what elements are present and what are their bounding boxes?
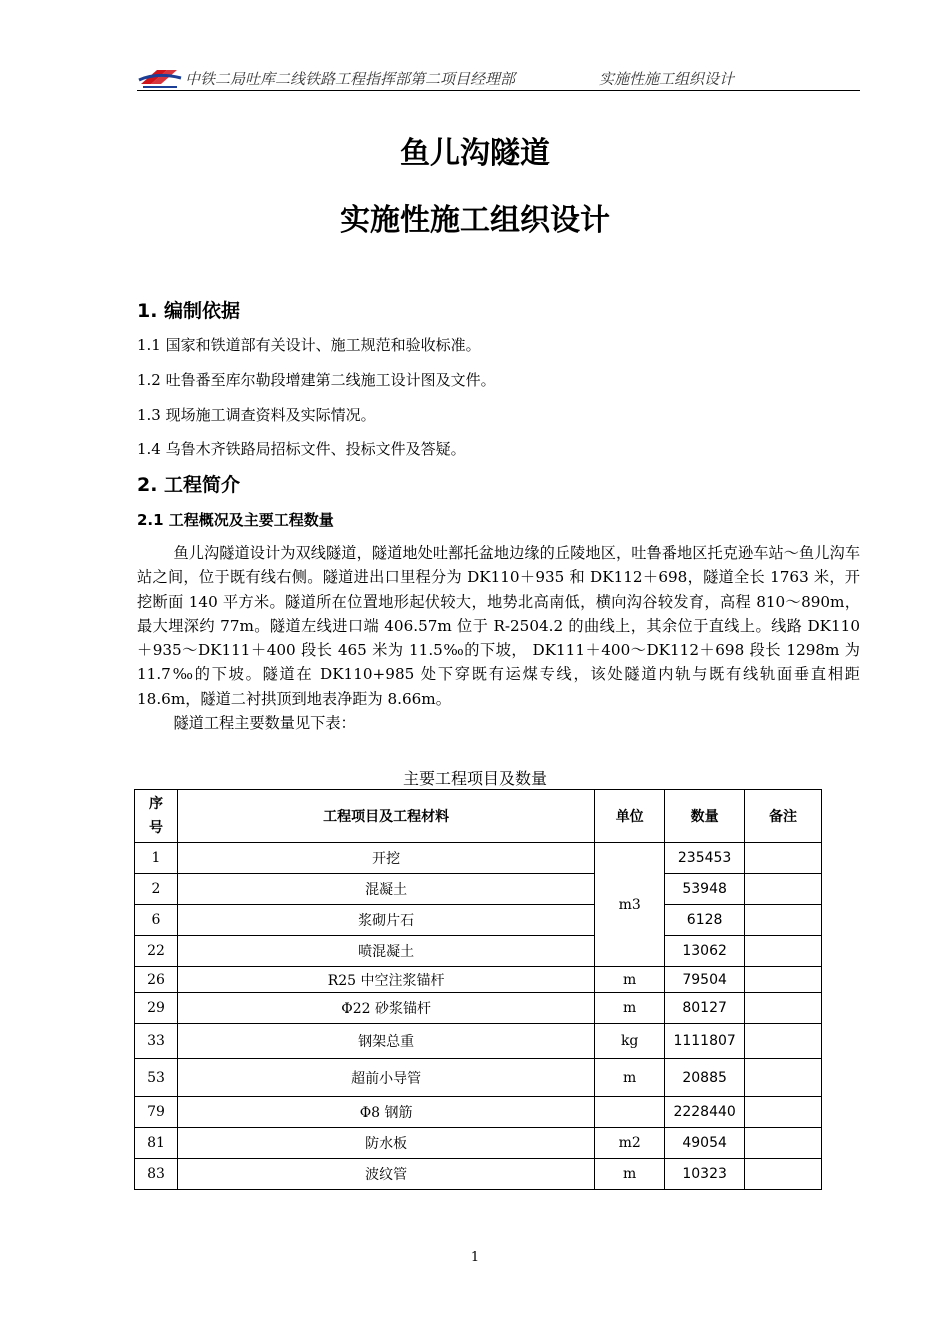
section-2-1-heading: 2.1 工程概况及主要工程数量 <box>137 511 334 529</box>
page-number: 1 <box>470 1250 480 1265</box>
row-item: 钢架总重 <box>177 1024 594 1059</box>
row-item: Φ22 砂浆锚杆 <box>177 993 594 1024</box>
overview-paragraph: 鱼儿沟隧道设计为双线隧道，隧道地处吐鄯托盆地边缘的丘陵地区，吐鲁番地区托克逊车站～鱼儿沟车站之间，位于既有线右侧。隧道进出口里程分为 DK110＋935 和 DK112＋698，隧道全长 1763 米，开挖断面 140 平方米。隧道所在位置地形起伏较大，地势北高南低，横向沟谷较发育，高程 810～890m，最大埋深约 77m。隧道左线进口端 406.57m 位于 R-2504.2 的曲线上，其余位于直线上。线路 DK110＋935～DK111＋400 段长 465 米为 11.5‰的下坡， DK111＋400～DK112＋698 段长 1298m 为 11.7‰的下坡。隧道在 DK110+985 处下穿既有运煤专线，该处隧道内轨与既有线轨面垂直相距 18.6m，隧道二衬拱顶到地表净距为 8.66m。 <box>137 544 860 708</box>
row-item: 防水板 <box>177 1128 594 1159</box>
row-qty: 20885 <box>665 1059 745 1097</box>
row-item: 喷混凝土 <box>177 936 594 967</box>
row-seq: 2 <box>135 874 178 905</box>
row-item: Φ8 钢筋 <box>177 1097 594 1128</box>
table-row <box>135 843 822 874</box>
row-note <box>745 905 822 936</box>
row-note <box>745 1059 822 1097</box>
row-item: R25 中空注浆锚杆 <box>177 967 594 993</box>
row-note <box>745 936 822 967</box>
row-item: 浆砌片石 <box>177 905 594 936</box>
row-qty: 1111807 <box>665 1024 745 1059</box>
row-unit: kg <box>595 1024 665 1059</box>
row-item: 超前小导管 <box>177 1059 594 1097</box>
row-qty: 79504 <box>665 967 745 993</box>
row-seq: 26 <box>135 967 178 993</box>
row-seq: 79 <box>135 1097 178 1128</box>
table-intro-paragraph: 隧道工程主要数量见下表： <box>173 714 356 733</box>
header-unit: 单位 <box>595 790 665 843</box>
row-qty: 235453 <box>665 843 745 874</box>
table-row <box>135 1159 822 1190</box>
section-2-heading: 2. 工程简介 <box>137 474 241 496</box>
header-seq: 序号 <box>135 790 178 843</box>
header-item: 工程项目及工程材料 <box>177 790 594 843</box>
row-qty: 49054 <box>665 1128 745 1159</box>
table-caption: 主要工程项目及数量 <box>402 769 547 788</box>
header-qty: 数量 <box>665 790 745 843</box>
table-row <box>135 1128 822 1159</box>
row-note <box>745 874 822 905</box>
row-seq: 33 <box>135 1024 178 1059</box>
row-qty: 2228440 <box>665 1097 745 1128</box>
row-seq: 83 <box>135 1159 178 1190</box>
section-1-heading: 1. 编制依据 <box>137 300 241 322</box>
row-seq: 6 <box>135 905 178 936</box>
row-seq: 29 <box>135 993 178 1024</box>
row-seq: 81 <box>135 1128 178 1159</box>
row-item: 开挖 <box>177 843 594 874</box>
row-seq: 53 <box>135 1059 178 1097</box>
company-logo <box>137 64 183 90</box>
row-item: 波纹管 <box>177 1159 594 1190</box>
row-qty: 80127 <box>665 993 745 1024</box>
row-unit <box>595 1097 665 1128</box>
project-overview <box>137 541 860 735</box>
document-subtitle: 实施性施工组织设计 <box>340 203 610 238</box>
row-note <box>745 993 822 1024</box>
page-header <box>137 62 860 91</box>
table-row <box>135 1059 822 1097</box>
row-qty: 10323 <box>665 1159 745 1190</box>
row-unit: m <box>595 1159 665 1190</box>
document-title: 鱼儿沟隧道 <box>400 136 550 171</box>
table-row <box>135 874 822 905</box>
basis-item: 1.3 现场施工调查资料及实际情况。 <box>137 406 376 424</box>
row-qty: 6128 <box>665 905 745 936</box>
table-row <box>135 993 822 1024</box>
row-item: 混凝土 <box>177 874 594 905</box>
table-row <box>135 905 822 936</box>
table-row <box>135 1024 822 1059</box>
row-note <box>745 967 822 993</box>
row-note <box>745 1159 822 1190</box>
row-seq: 1 <box>135 843 178 874</box>
table-row <box>135 967 822 993</box>
basis-item: 1.2 吐鲁番至库尔勒段增建第二线施工设计图及文件。 <box>137 371 496 389</box>
row-unit: m2 <box>595 1128 665 1159</box>
quantity-table <box>134 789 822 1190</box>
header-document-title: 实施性施工组织设计 <box>599 70 735 88</box>
row-qty: 53948 <box>665 874 745 905</box>
row-unit: m <box>595 1059 665 1097</box>
row-unit-merged: m3 <box>595 843 665 967</box>
row-note <box>745 843 822 874</box>
row-unit: m <box>595 967 665 993</box>
row-qty: 13062 <box>665 936 745 967</box>
row-note <box>745 1024 822 1059</box>
row-note <box>745 1097 822 1128</box>
table-row <box>135 1097 822 1128</box>
row-unit: m <box>595 993 665 1024</box>
table-header-row <box>135 790 822 843</box>
row-note <box>745 1128 822 1159</box>
table-row <box>135 936 822 967</box>
row-seq: 22 <box>135 936 178 967</box>
basis-item: 1.4 乌鲁木齐铁路局招标文件、投标文件及答疑。 <box>137 440 466 458</box>
basis-item: 1.1 国家和铁道部有关设计、施工规范和验收标准。 <box>137 336 481 354</box>
header-organization: 中铁二局吐库二线铁路工程指挥部第二项目经理部 <box>185 70 516 88</box>
header-note: 备注 <box>745 790 822 843</box>
